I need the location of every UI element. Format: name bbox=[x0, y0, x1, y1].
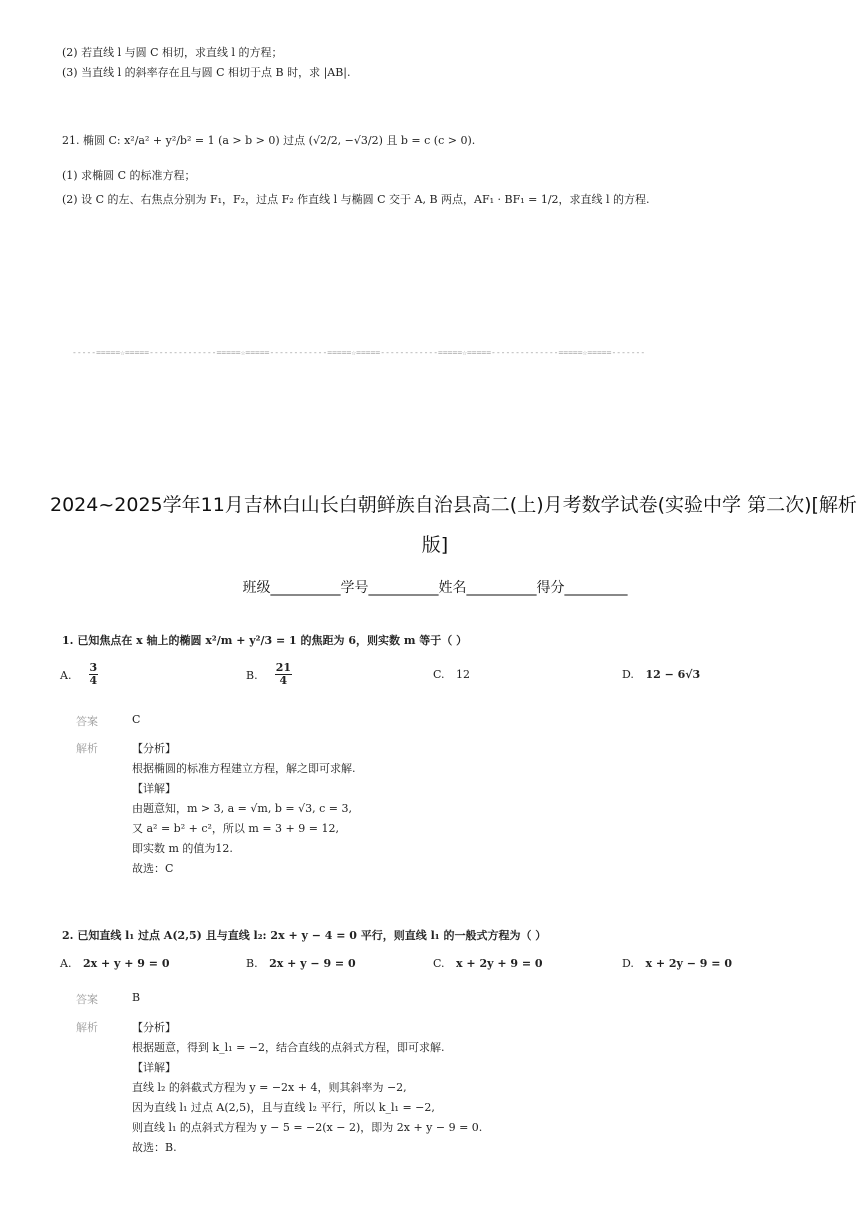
fraction-denominator: 4 bbox=[279, 674, 288, 687]
q1-analysis-line: 【分析】 bbox=[132, 742, 176, 755]
q2-choice-b bbox=[246, 957, 356, 970]
q2-analysis-line: 因为直线 l₁ 过点 A(2,5)，且与直线 l₂ 平行，所以 k_l₁ = −2, bbox=[132, 1101, 435, 1114]
q2-choice-a bbox=[60, 957, 170, 970]
q2-answer-value: B bbox=[132, 991, 141, 1004]
choice-label: C. bbox=[433, 668, 445, 681]
q2-choice-d bbox=[622, 957, 732, 970]
exam-title-line-1: 2024~2025学年11月吉林白山长白朝鲜族自治县高二(上)月考数学试卷(实验中学 第二次)[解析 bbox=[50, 494, 857, 516]
choice-label: A. bbox=[60, 957, 72, 970]
question-20-part-3: (3) 当直线 l 的斜率存在且与圆 C 相切于点 B 时，求 |AB|. bbox=[62, 66, 351, 79]
q2-choice-c bbox=[433, 957, 543, 970]
choice-label: C. bbox=[433, 957, 445, 970]
exam-title-line-2: 版] bbox=[421, 534, 449, 556]
choice-text: 12 bbox=[456, 668, 471, 681]
choice-fraction bbox=[89, 662, 99, 687]
choice-text: 12 − 6√3 bbox=[645, 668, 701, 681]
q2-analysis-line: 则直线 l₁ 的点斜式方程为 y − 5 = −2(x − 2)，即为 2x + y − 9 = 0. bbox=[132, 1121, 483, 1134]
q1-analysis-line: 【详解】 bbox=[132, 782, 176, 795]
fraction-numerator: 21 bbox=[275, 661, 291, 674]
student-info-line: 班级__________学号__________姓名__________得分_________ bbox=[242, 580, 628, 596]
choice-label: B. bbox=[246, 957, 258, 970]
q1-analysis-line: 又 a² = b² + c²，所以 m = 3 + 9 = 12, bbox=[132, 822, 339, 835]
q1-answer-value: C bbox=[132, 713, 141, 726]
question-21-part-1: (1) 求椭圆 C 的标准方程； bbox=[62, 169, 196, 182]
choice-text: 2x + y − 9 = 0 bbox=[269, 957, 356, 970]
q2-analysis-line: 根据题意，得到 k_l₁ = −2，结合直线的点斜式方程，即可求解. bbox=[132, 1041, 445, 1054]
choice-label: A. bbox=[60, 669, 72, 682]
q2-analysis-label: 解析 bbox=[76, 1021, 98, 1034]
q1-choice-a bbox=[60, 662, 98, 687]
q1-answer-label: 答案 bbox=[76, 715, 98, 728]
q1-choice-d bbox=[622, 668, 700, 681]
question-21-stem: 21. 椭圆 C: x²/a² + y²/b² = 1 (a > b > 0) 过点 (√2/2, −√3/2) 且 b = c (c > 0). bbox=[62, 134, 476, 147]
question-2-stem: 2. 已知直线 l₁ 过点 A(2,5) 且与直线 l₂: 2x + y − 4 = 0 平行，则直线 l₁ 的一般式方程为（ ） bbox=[62, 929, 547, 942]
choice-label: B. bbox=[246, 669, 258, 682]
question-1-stem: 1. 已知焦点在 x 轴上的椭圆 x²/m + y²/3 = 1 的焦距为 6，则实数 m 等于（ ） bbox=[62, 634, 468, 647]
fraction-denominator: 4 bbox=[89, 674, 98, 687]
q1-choice-c bbox=[433, 668, 470, 681]
choice-fraction bbox=[275, 662, 292, 687]
q2-analysis-line: 直线 l₂ 的斜截式方程为 y = −2x + 4，则其斜率为 −2, bbox=[132, 1081, 407, 1094]
choice-label: D. bbox=[622, 668, 634, 681]
section-divider: -----=====☆=====--------------=====☆=====------------=====☆=====------------=====☆=====--------------=====☆=====------- bbox=[72, 348, 646, 357]
fraction-numerator: 3 bbox=[89, 661, 98, 674]
q2-analysis-line: 【分析】 bbox=[132, 1021, 176, 1034]
q1-analysis-line: 根据椭圆的标准方程建立方程，解之即可求解. bbox=[132, 762, 356, 775]
q1-choice-b bbox=[246, 662, 292, 687]
q1-analysis-line: 由题意知，m > 3, a = √m, b = √3, c = 3, bbox=[132, 802, 352, 815]
q1-analysis-line: 故选：C bbox=[132, 862, 174, 875]
choice-text: x + 2y − 9 = 0 bbox=[645, 957, 732, 970]
question-20-part-2: (2) 若直线 l 与圆 C 相切，求直线 l 的方程； bbox=[62, 46, 283, 59]
q1-analysis-line: 即实数 m 的值为12. bbox=[132, 842, 233, 855]
q2-analysis-line: 故选：B. bbox=[132, 1141, 177, 1154]
question-21-part-2: (2) 设 C 的左、右焦点分别为 F₁，F₂，过点 F₂ 作直线 l 与椭圆 C 交于 A, B 两点，AF₁ · BF₁ = 1/2，求直线 l 的方程. bbox=[62, 193, 650, 206]
choice-label: D. bbox=[622, 957, 634, 970]
q2-analysis-line: 【详解】 bbox=[132, 1061, 176, 1074]
q2-answer-label: 答案 bbox=[76, 993, 98, 1006]
choice-text: 2x + y + 9 = 0 bbox=[82, 957, 170, 970]
choice-text: x + 2y + 9 = 0 bbox=[456, 957, 543, 970]
q1-analysis-label: 解析 bbox=[76, 742, 98, 755]
